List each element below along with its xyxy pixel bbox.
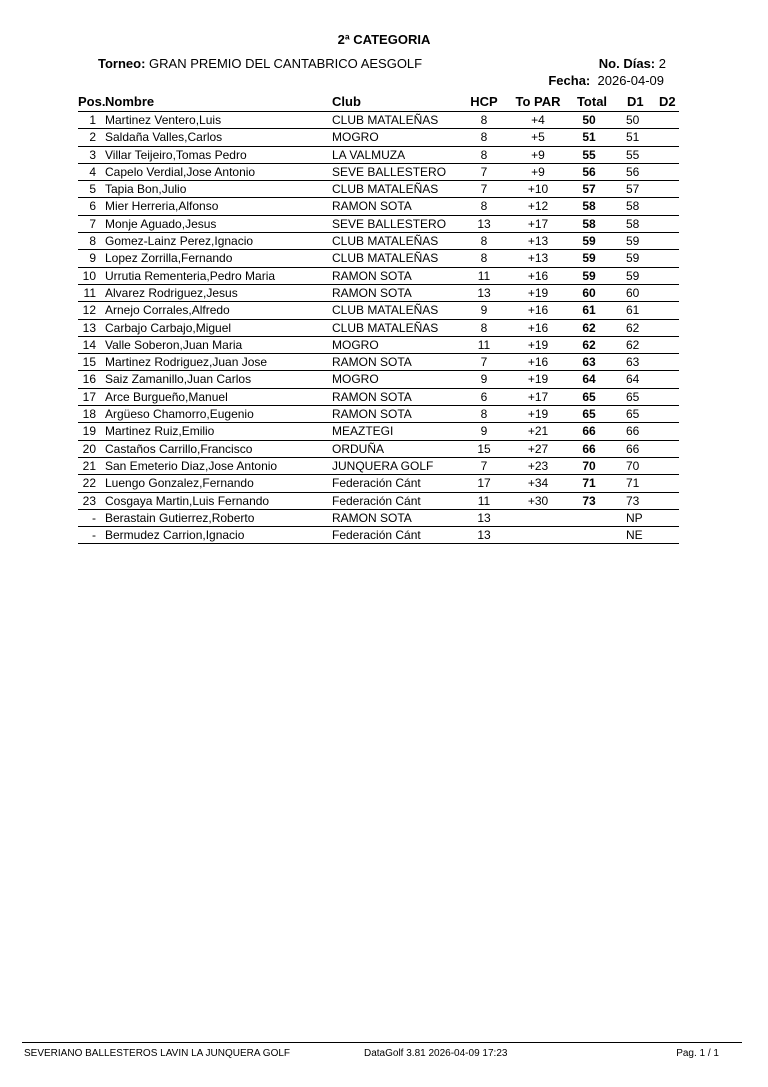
row-club: MOGRO <box>332 372 379 387</box>
table-row <box>78 302 679 319</box>
row-pos: 17 <box>82 389 96 404</box>
row-total: 58 <box>582 216 596 231</box>
row-d1: 70 <box>626 458 640 473</box>
row-hcp: 6 <box>480 389 488 404</box>
row-pos: 14 <box>82 337 96 352</box>
row-hcp: 8 <box>480 320 488 335</box>
row-hcp: 8 <box>480 234 488 249</box>
row-pos: 8 <box>89 234 96 249</box>
row-pos: 4 <box>89 164 96 179</box>
row-hcp: 11 <box>477 268 491 283</box>
row-to-par: +19 <box>527 285 549 300</box>
row-to-par: +5 <box>531 130 545 145</box>
row-name: Bermudez Carrion,Ignacio <box>105 528 245 543</box>
row-club: CLUB MATALEÑAS <box>332 113 439 127</box>
row-d1: 62 <box>626 320 640 335</box>
row-club: LA VALMUZA <box>332 147 406 162</box>
row-pos: 5 <box>89 182 96 197</box>
row-pos: 6 <box>89 199 96 214</box>
row-club: CLUB MATALEÑAS <box>332 320 439 335</box>
row-pos: 15 <box>82 355 96 370</box>
table-row <box>78 198 679 215</box>
row-to-par: +27 <box>527 441 549 456</box>
row-club: MOGRO <box>332 130 379 145</box>
row-total: 59 <box>582 234 596 249</box>
row-to-par: +16 <box>527 268 549 283</box>
row-total: 70 <box>582 458 596 473</box>
row-name: Valle Soberon,Juan Maria <box>105 337 243 352</box>
row-hcp: 13 <box>477 285 491 300</box>
row-d1: 57 <box>626 182 640 197</box>
row-pos: 7 <box>89 216 96 231</box>
row-name: Martinez Ruiz,Emilio <box>105 424 215 439</box>
row-club: MEAZTEGI <box>332 424 394 439</box>
row-total: 61 <box>582 303 596 318</box>
table-row <box>78 527 679 544</box>
table-row <box>78 337 679 354</box>
row-to-par: +34 <box>527 476 549 491</box>
row-club: MOGRO <box>332 337 379 352</box>
row-to-par: +19 <box>527 407 549 422</box>
row-to-par: +13 <box>527 234 549 249</box>
table-row <box>78 371 679 388</box>
row-d1: NE <box>626 528 643 543</box>
row-pos: 21 <box>82 458 96 473</box>
footer-club-name: SEVERIANO BALLESTEROS LAVIN LA JUNQUERA GOLF <box>24 1048 291 1059</box>
row-d1: 65 <box>626 407 640 422</box>
row-club: ORDUÑA <box>332 441 385 456</box>
row-to-par: +12 <box>527 199 549 214</box>
row-name: Castaños Carrillo,Francisco <box>105 441 253 456</box>
tournament-name: GRAN PREMIO DEL CANTABRICO AESGOLF <box>149 56 423 71</box>
row-pos: - <box>92 510 96 525</box>
row-total: 62 <box>582 337 596 352</box>
table-row <box>78 164 679 181</box>
row-club: CLUB MATALEÑAS <box>332 182 439 197</box>
row-pos: 10 <box>82 268 96 283</box>
row-total: 59 <box>582 251 596 266</box>
col-d1: D1 <box>627 94 644 109</box>
footer-page: Pag. 1 / 1 <box>676 1048 719 1059</box>
row-name: Monje Aguado,Jesus <box>105 216 217 231</box>
row-name: Arce Burgueño,Manuel <box>105 389 228 404</box>
date-value: 2026-04-09 <box>597 73 664 88</box>
row-club: RAMON SOTA <box>332 407 412 422</box>
row-club: RAMON SOTA <box>332 510 412 525</box>
row-hcp: 13 <box>477 216 491 231</box>
row-d1: 58 <box>626 216 640 231</box>
col-pos: Pos. <box>78 94 106 109</box>
table-row <box>78 233 679 250</box>
date-info <box>548 73 664 88</box>
row-d1: 51 <box>626 130 640 145</box>
row-club: RAMON SOTA <box>332 285 412 300</box>
row-club: Federación Cánt <box>332 493 421 508</box>
row-hcp: 11 <box>477 337 491 352</box>
row-to-par: +19 <box>527 372 549 387</box>
row-name: Martinez Rodriguez,Juan Jose <box>105 355 268 370</box>
row-to-par: +23 <box>527 458 549 473</box>
row-total: 60 <box>582 285 596 300</box>
col-d2: D2 <box>659 94 676 109</box>
row-pos: 3 <box>89 147 96 162</box>
row-club: RAMON SOTA <box>332 355 412 370</box>
row-hcp: 13 <box>477 528 491 543</box>
row-d1: NP <box>626 510 643 525</box>
row-hcp: 7 <box>480 458 488 473</box>
page-title: 2ª CATEGORIA <box>337 32 431 47</box>
row-name: Luengo Gonzalez,Fernando <box>105 476 254 491</box>
table-row <box>78 250 679 267</box>
table-row <box>78 423 679 440</box>
row-name: Alvarez Rodriguez,Jesus <box>105 285 238 300</box>
row-name: Mier Herreria,Alfonso <box>105 199 219 214</box>
table-row <box>78 181 679 198</box>
row-club: CLUB MATALEÑAS <box>332 251 439 266</box>
row-total: 63 <box>582 355 596 370</box>
row-d1: 58 <box>626 199 640 214</box>
row-name: Arnejo Corrales,Alfredo <box>105 303 230 318</box>
table-row <box>78 406 679 423</box>
row-club: JUNQUERA GOLF <box>332 458 434 473</box>
row-club: RAMON SOTA <box>332 199 412 214</box>
row-hcp: 9 <box>480 372 488 387</box>
row-name: Villar Teijeiro,Tomas Pedro <box>105 147 247 162</box>
row-club: CLUB MATALEÑAS <box>332 303 439 318</box>
row-d1: 66 <box>626 441 640 456</box>
row-name: Saiz Zamanillo,Juan Carlos <box>105 372 252 387</box>
row-d1: 73 <box>626 493 640 508</box>
days-value: 2 <box>658 56 666 71</box>
row-total: 71 <box>582 476 596 491</box>
table-row <box>78 389 679 406</box>
col-hcp: HCP <box>470 94 498 109</box>
row-pos: 20 <box>82 441 96 456</box>
table-row <box>78 475 679 492</box>
row-d1: 66 <box>626 424 640 439</box>
row-pos: - <box>92 528 96 543</box>
footer-divider <box>22 1042 742 1043</box>
row-total: 57 <box>582 182 596 197</box>
col-club: Club <box>332 94 361 109</box>
row-d1: 59 <box>626 268 640 283</box>
row-club: SEVE BALLESTERO <box>332 164 447 179</box>
row-to-par: +21 <box>527 424 549 439</box>
row-d1: 59 <box>626 234 640 249</box>
row-d1: 59 <box>626 251 640 266</box>
row-pos: 1 <box>89 113 96 127</box>
row-hcp: 9 <box>480 424 488 439</box>
table-row <box>78 458 679 475</box>
row-total: 65 <box>582 389 596 404</box>
row-total: 56 <box>582 164 596 179</box>
row-to-par: +10 <box>527 182 549 197</box>
row-d1: 61 <box>626 303 640 318</box>
row-name: San Emeterio Diaz,Jose Antonio <box>105 458 278 473</box>
row-to-par: +16 <box>527 303 549 318</box>
row-pos: 12 <box>82 303 96 318</box>
row-to-par: +16 <box>527 320 549 335</box>
row-name: Tapia Bon,Julio <box>105 182 187 197</box>
row-d1: 64 <box>626 372 640 387</box>
table-row <box>78 510 679 527</box>
row-total: 62 <box>582 320 596 335</box>
row-total: 73 <box>582 493 596 508</box>
row-d1: 62 <box>626 337 640 352</box>
row-club: CLUB MATALEÑAS <box>332 234 439 249</box>
row-hcp: 7 <box>480 182 488 197</box>
row-pos: 2 <box>89 130 96 145</box>
date-label: Fecha: <box>548 73 591 88</box>
row-total: 65 <box>582 407 596 422</box>
row-total: 51 <box>582 130 596 145</box>
row-total: 66 <box>582 424 596 439</box>
row-hcp: 13 <box>477 510 491 525</box>
row-pos: 11 <box>83 285 96 300</box>
table-row <box>78 112 679 129</box>
row-club: RAMON SOTA <box>332 268 412 283</box>
row-hcp: 8 <box>480 113 488 127</box>
row-club: Federación Cánt <box>332 476 421 491</box>
row-hcp: 8 <box>480 407 488 422</box>
row-name: Lopez Zorrilla,Fernando <box>105 251 233 266</box>
row-to-par: +16 <box>527 355 549 370</box>
col-to-par: To PAR <box>515 94 561 109</box>
col-total: Total <box>576 94 608 109</box>
table-header <box>78 94 679 112</box>
row-hcp: 7 <box>480 355 488 370</box>
tournament-label: Torneo: <box>98 56 146 71</box>
row-club: SEVE BALLESTERO <box>332 216 447 231</box>
row-to-par: +13 <box>527 251 549 266</box>
table-row <box>78 493 679 510</box>
row-d1: 63 <box>626 355 640 370</box>
row-total: 50 <box>582 113 596 127</box>
table-row <box>78 147 679 164</box>
row-to-par: +9 <box>531 147 545 162</box>
days-label: No. Días: <box>598 56 656 71</box>
row-hcp: 15 <box>477 441 491 456</box>
row-name: Capelo Verdial,Jose Antonio <box>105 164 256 179</box>
row-hcp: 8 <box>480 147 488 162</box>
row-pos: 22 <box>82 476 96 491</box>
row-hcp: 8 <box>480 130 488 145</box>
row-pos: 23 <box>82 493 96 508</box>
row-total: 64 <box>582 372 596 387</box>
row-to-par: +17 <box>527 216 549 231</box>
row-to-par: +4 <box>531 113 545 127</box>
row-to-par: +17 <box>527 389 549 404</box>
row-to-par: +19 <box>527 337 549 352</box>
row-name: Argüeso Chamorro,Eugenio <box>105 407 254 422</box>
row-pos: 18 <box>82 407 96 422</box>
row-hcp: 7 <box>480 164 488 179</box>
row-name: Saldaña Valles,Carlos <box>105 130 223 145</box>
row-club: RAMON SOTA <box>332 389 412 404</box>
results-table <box>78 112 679 544</box>
row-name: Carbajo Carbajo,Miguel <box>105 320 232 335</box>
table-row <box>78 216 679 233</box>
row-hcp: 8 <box>480 199 488 214</box>
footer-software: DataGolf 3.81 2026-04-09 17:23 <box>364 1048 508 1059</box>
row-pos: 13 <box>82 320 96 335</box>
row-name: Berastain Gutierrez,Roberto <box>105 510 255 525</box>
row-name: Cosgaya Martin,Luis Fernando <box>105 493 270 508</box>
days-info <box>599 56 666 71</box>
row-name: Martinez Ventero,Luis <box>105 113 222 127</box>
table-row <box>78 285 679 302</box>
row-to-par: +9 <box>531 164 545 179</box>
row-total: 59 <box>582 268 596 283</box>
row-pos: 9 <box>89 251 96 266</box>
row-d1: 50 <box>626 113 640 127</box>
row-hcp: 9 <box>480 303 488 318</box>
row-hcp: 17 <box>477 476 491 491</box>
row-d1: 55 <box>626 147 640 162</box>
row-pos: 16 <box>82 372 96 387</box>
row-total: 58 <box>582 199 596 214</box>
row-pos: 19 <box>82 424 96 439</box>
table-row <box>78 441 679 458</box>
row-d1: 65 <box>626 389 640 404</box>
col-name: Nombre <box>105 94 155 109</box>
row-name: Gomez-Lainz Perez,Ignacio <box>105 234 254 249</box>
row-total: 66 <box>582 441 596 456</box>
row-hcp: 11 <box>477 493 491 508</box>
row-to-par: +30 <box>527 493 549 508</box>
row-d1: 60 <box>626 285 640 300</box>
row-d1: 71 <box>626 476 640 491</box>
table-row <box>78 268 679 285</box>
row-total: 55 <box>582 147 596 162</box>
row-club: Federación Cánt <box>332 528 421 543</box>
table-row <box>78 354 679 371</box>
row-d1: 56 <box>626 164 640 179</box>
row-name: Urrutia Rementeria,Pedro Maria <box>105 268 276 283</box>
table-row <box>78 129 679 146</box>
row-hcp: 8 <box>480 251 488 266</box>
tournament-info <box>98 56 422 71</box>
table-row <box>78 320 679 337</box>
